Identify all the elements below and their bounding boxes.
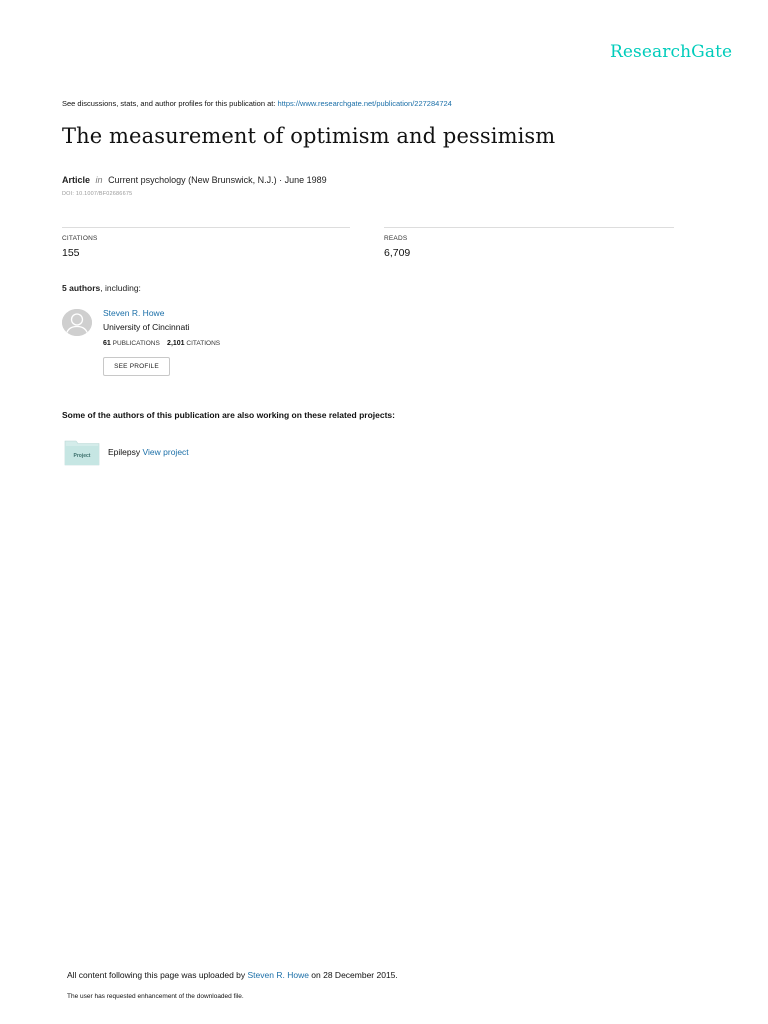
project-name: Epilepsy (108, 447, 141, 457)
enhancement-note: The user has requested enhancement of the downloaded file. (67, 993, 244, 1000)
citations-value: 155 (62, 247, 80, 259)
uploaded-suffix: on 28 December 2015. (308, 970, 398, 980)
uploaded-line (67, 970, 398, 980)
citations-label: CITATIONS (62, 235, 98, 242)
author-citations-count: 2,101 (167, 340, 185, 347)
author-institution: University of Cincinnati (103, 322, 190, 332)
project-item (108, 447, 189, 457)
authors-count: 5 authors (62, 283, 101, 293)
publication-url-link[interactable]: https://www.researchgate.net/publication/227284724 (277, 99, 452, 108)
author-publications-count: 61 (103, 340, 111, 347)
authors-including: , including: (100, 283, 141, 293)
citations-divider (62, 227, 350, 228)
author-name-link[interactable]: Steven R. Howe (103, 308, 165, 318)
avatar[interactable] (62, 309, 92, 336)
author-publications-label: PUBLICATIONS (112, 340, 160, 347)
see-profile-button[interactable]: SEE PROFILE (103, 357, 170, 376)
related-projects-heading: Some of the authors of this publication are also working on these related projects: (62, 410, 395, 420)
reads-label: READS (384, 235, 408, 242)
avatar-placeholder-icon (62, 309, 92, 336)
see-discussions-text: See discussions, stats, and author profiles for this publication at: (62, 99, 278, 108)
reads-value: 6,709 (384, 247, 411, 259)
uploaded-prefix: All content following this page was uploaded by (67, 970, 248, 980)
see-discussions-line (62, 99, 452, 108)
project-folder-icon (64, 438, 100, 466)
uploader-link[interactable]: Steven R. Howe (247, 970, 309, 980)
journal-and-date: Current psychology (New Brunswick, N.J.) · June 1989 (108, 175, 327, 185)
author-stats (103, 340, 220, 347)
authors-count-line (62, 283, 141, 293)
author-citations-label: CITATIONS (186, 340, 221, 347)
in-word: in (95, 175, 103, 185)
researchgate-logo[interactable]: ResearchGate (610, 42, 733, 62)
publication-type: Article (62, 175, 91, 185)
page-title: The measurement of optimism and pessimism (62, 124, 556, 148)
reads-divider (384, 227, 674, 228)
publication-meta (62, 175, 327, 185)
view-project-link[interactable]: View project (142, 447, 189, 457)
doi-text: DOI: 10.1007/BF02686675 (62, 191, 133, 197)
project-icon-label: Project (73, 453, 91, 459)
